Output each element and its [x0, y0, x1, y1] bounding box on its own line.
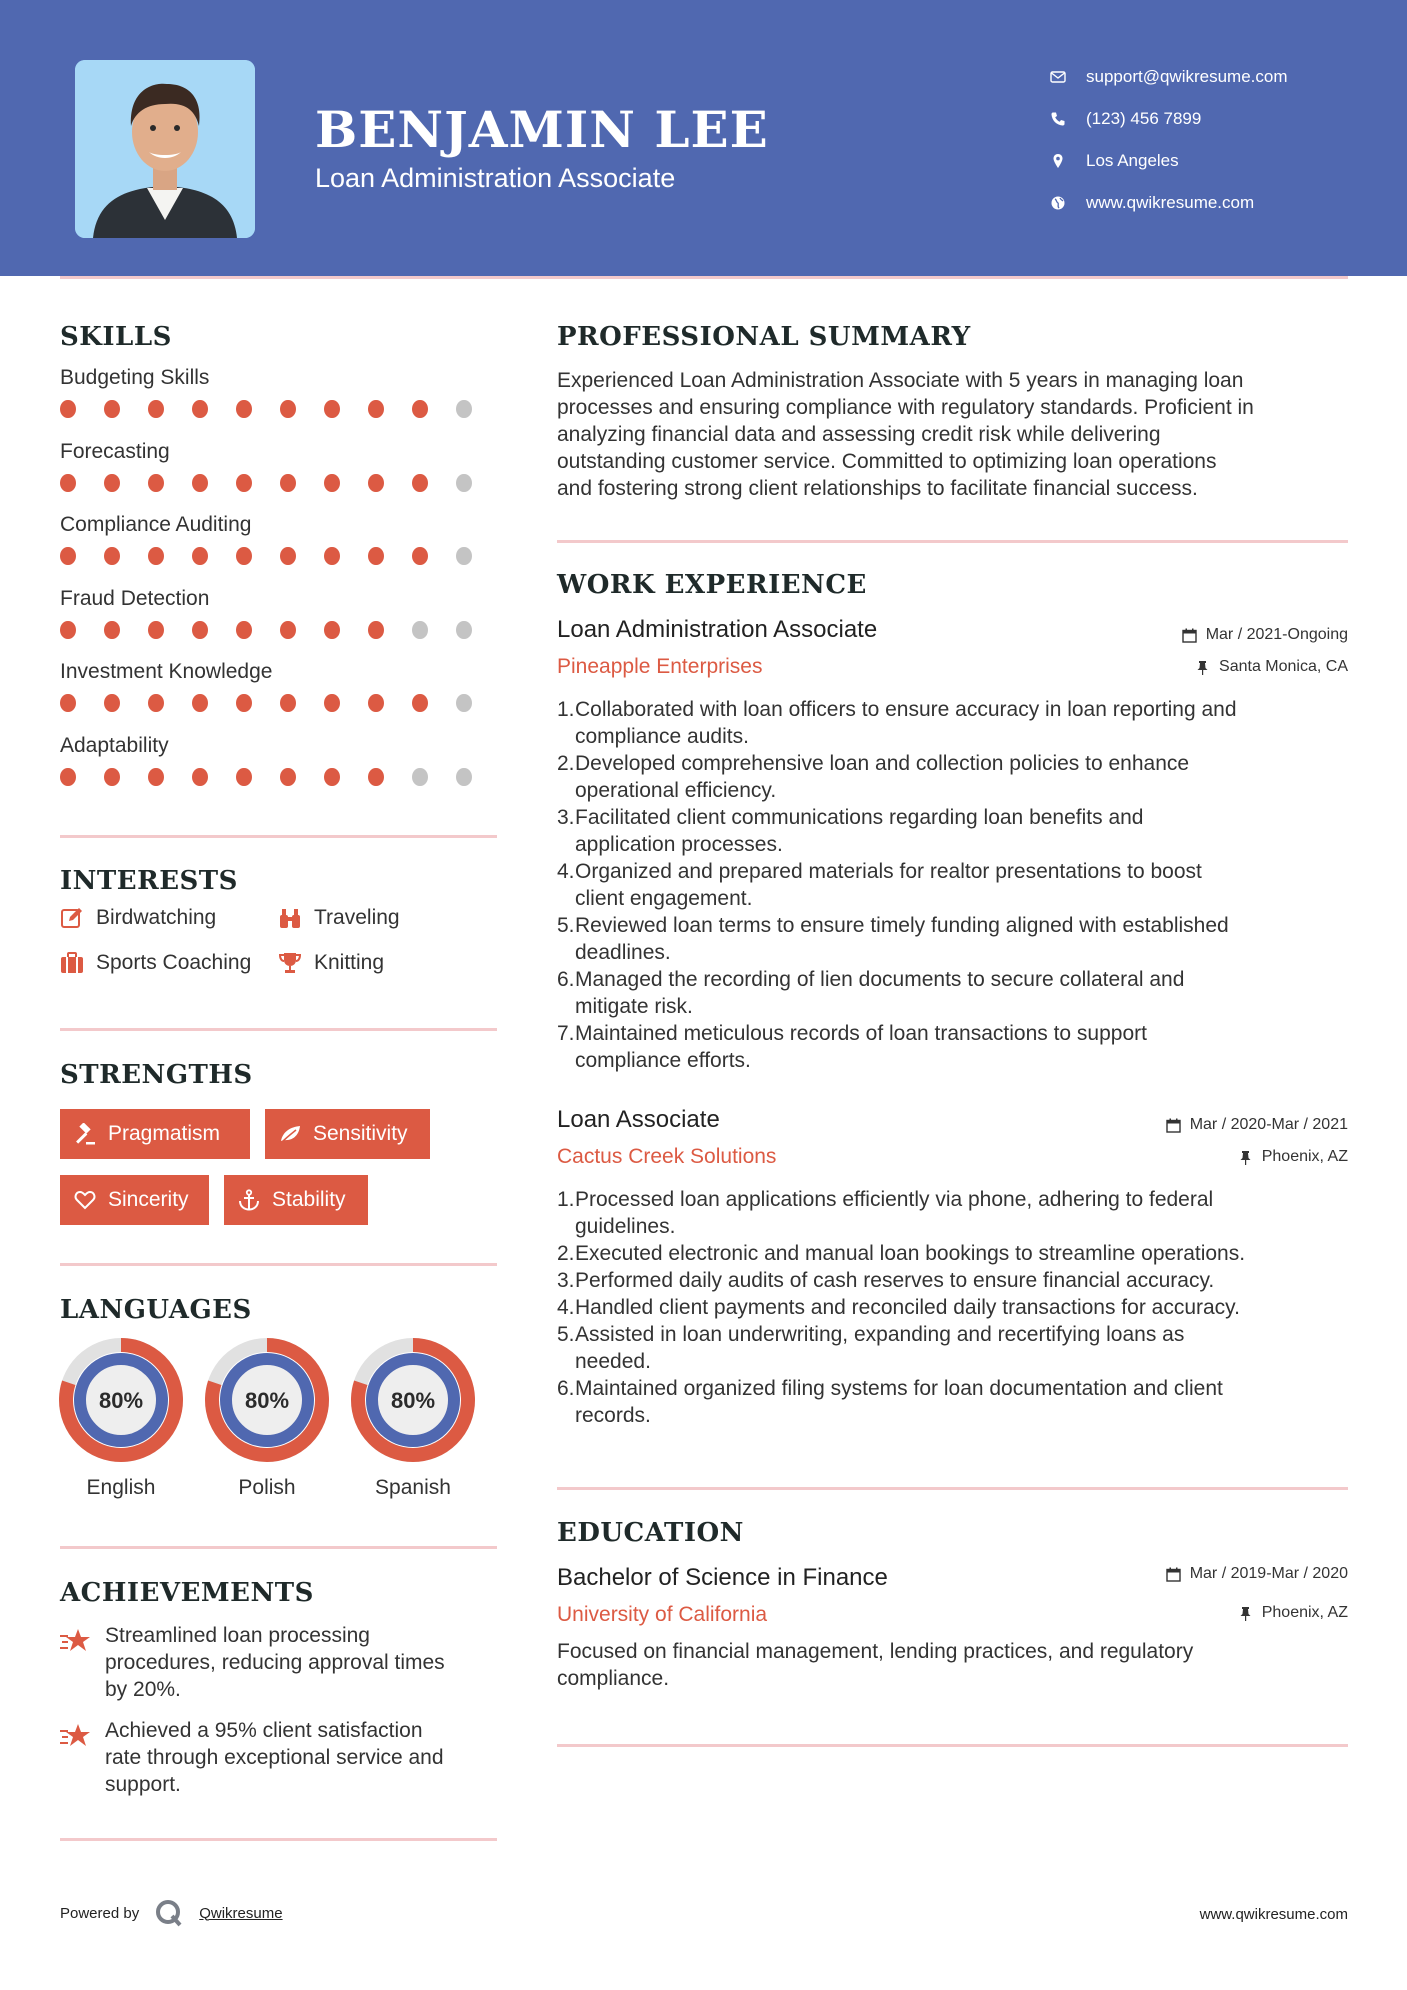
responsibility-line: Processed loan applications efficiently via phone, adhering to federal [575, 1188, 1214, 1211]
company-name: Cactus Creek Solutions [557, 1145, 777, 1168]
rating-dot-empty [456, 621, 472, 639]
interests-heading: INTERESTS [60, 866, 238, 896]
education-divider [557, 1744, 1348, 1747]
skills-heading: SKILLS [60, 322, 172, 352]
responsibility-item [557, 966, 1357, 1020]
language-percent: 80% [98, 1388, 144, 1413]
responsibility-line: guidelines. [575, 1215, 676, 1238]
strength-tag [224, 1175, 368, 1225]
resume-header [0, 0, 1407, 276]
rating-dot-filled [192, 474, 208, 492]
candidate-role: Loan Administration Associate [315, 163, 676, 193]
rating-dot-filled [324, 694, 340, 712]
rating-dot-filled [368, 694, 384, 712]
job-dates-text: Mar / 2021-Ongoing [1205, 626, 1348, 643]
rating-dot-empty [412, 768, 428, 786]
heart-icon [74, 1189, 96, 1211]
rating-dot-filled [148, 474, 164, 492]
summary-line: outstanding customer service. Committed to optimizing loan operations [557, 450, 1217, 473]
strength-tag [60, 1175, 209, 1225]
pushpin-icon [1195, 660, 1210, 675]
language-gauge [351, 1338, 475, 1462]
skill-rating [60, 694, 500, 712]
responsibility-line: operational efficiency. [575, 779, 777, 802]
education-description [557, 1638, 1357, 1692]
qwikresume-link[interactable]: Qwikresume [199, 1904, 283, 1922]
skill-item [60, 730, 500, 804]
education-heading: EDUCATION [557, 1518, 744, 1548]
rating-dot-filled [280, 547, 296, 565]
responsibility-line: records. [575, 1404, 651, 1427]
skill-rating [60, 400, 500, 418]
language-gauge [205, 1338, 329, 1462]
calendar-icon [1182, 628, 1197, 643]
job-dates [1182, 626, 1348, 644]
item-number: 3. [557, 1269, 575, 1292]
rating-dot-filled [148, 694, 164, 712]
summary-line: Experienced Loan Administration Associate with 5 years in managing loan [557, 369, 1244, 392]
rating-dot-filled [368, 400, 384, 418]
anchor-icon [238, 1189, 260, 1211]
education-line: Focused on financial management, lending practices, and regulatory [557, 1640, 1194, 1663]
summary-line: processes and ensuring compliance with regulatory standards. Proficient in [557, 396, 1254, 419]
contact-phone-text: (123) 456 7899 [1086, 109, 1202, 128]
strengths-heading: STRENGTHS [60, 1060, 253, 1090]
strength-tag [265, 1109, 430, 1159]
responsibility-line: Assisted in loan underwriting, expanding and recertifying loans as [575, 1323, 1185, 1346]
item-number: 5. [557, 914, 575, 937]
achievement-line: Streamlined loan processing [105, 1624, 370, 1647]
language-name: Spanish [375, 1476, 451, 1499]
work-heading: WORK EXPERIENCE [557, 570, 867, 600]
rating-dot-filled [324, 547, 340, 565]
job-location-text: Phoenix, AZ [1261, 1148, 1348, 1165]
school-name: University of California [557, 1603, 768, 1626]
rating-dot-filled [104, 621, 120, 639]
powered-by-text: Powered by [60, 1904, 140, 1922]
responsibility-item [557, 750, 1357, 804]
responsibility-line: Managed the recording of lien documents to secure collateral and [575, 968, 1185, 991]
language-gauge [59, 1338, 183, 1462]
footer-url[interactable]: www.qwikresume.com [1199, 1906, 1348, 1923]
skill-name: Budgeting Skills [60, 366, 210, 389]
rating-dot-empty [412, 621, 428, 639]
education-location [1238, 1604, 1348, 1622]
job-title: Loan Administration Associate [557, 616, 878, 643]
rating-dot-filled [412, 400, 428, 418]
skills-list [60, 362, 500, 803]
skill-rating [60, 547, 500, 565]
responsibility-item [557, 1294, 1357, 1321]
rating-dot-filled [104, 547, 120, 565]
job-dates-text: Mar / 2020-Mar / 2021 [1189, 1116, 1348, 1133]
rating-dot-empty [456, 400, 472, 418]
language-percent: 80% [390, 1388, 436, 1413]
rating-dot-filled [60, 768, 76, 786]
responsibility-line: Maintained organized filing systems for loan documentation and client [575, 1377, 1223, 1400]
achievement-line: by 20%. [105, 1678, 181, 1701]
item-number: 2. [557, 1242, 575, 1265]
responsibility-line: Maintained meticulous records of loan transactions to support [575, 1022, 1147, 1045]
rating-dot-filled [60, 547, 76, 565]
gavel-icon [74, 1123, 96, 1145]
responsibility-line: deadlines. [575, 941, 671, 964]
interest-label: Sports Coaching [96, 951, 252, 974]
achievement-line: procedures, reducing approval times [105, 1651, 445, 1674]
rating-dot-filled [192, 621, 208, 639]
summary-line: and fostering strong client relationships to facilitate financial success. [557, 477, 1198, 500]
rating-dot-filled [148, 400, 164, 418]
rating-dot-filled [236, 400, 252, 418]
header-divider [60, 276, 1348, 279]
responsibility-item [557, 804, 1357, 858]
rating-dot-filled [324, 621, 340, 639]
skill-name: Fraud Detection [60, 586, 210, 610]
achievement-line: Achieved a 95% client satisfaction [105, 1719, 423, 1742]
rating-dot-filled [104, 474, 120, 492]
globe-icon [1050, 195, 1086, 211]
star-trophy-icon [60, 1626, 92, 1656]
responsibility-line: Performed daily audits of cash reserves to ensure financial accuracy. [575, 1269, 1215, 1292]
rating-dot-empty [456, 547, 472, 565]
achievement-item [60, 1622, 500, 1703]
degree-title: Bachelor of Science in Finance [557, 1564, 888, 1591]
strength-label: Sensitivity [313, 1122, 408, 1145]
rating-dot-empty [456, 694, 472, 712]
rating-dot-filled [368, 547, 384, 565]
item-number: 6. [557, 968, 575, 991]
responsibility-item [557, 912, 1357, 966]
interest-label: Knitting [314, 951, 385, 974]
rating-dot-filled [280, 400, 296, 418]
rating-dot-filled [280, 621, 296, 639]
briefcase-icon [60, 951, 84, 975]
contact-website[interactable] [1050, 182, 1288, 224]
language-item [205, 1338, 329, 1500]
candidate-name: BENJAMIN LEE [315, 100, 769, 159]
item-number: 1. [557, 1188, 575, 1211]
envelope-icon [1050, 69, 1086, 85]
skill-item [60, 583, 500, 657]
rating-dot-filled [368, 621, 384, 639]
pushpin-icon [1238, 1150, 1253, 1165]
calendar-icon [1166, 1118, 1181, 1133]
item-number: 4. [557, 860, 575, 883]
rating-dot-empty [456, 474, 472, 492]
responsibility-line: Handled client payments and reconciled daily transactions for accuracy. [575, 1296, 1240, 1319]
achievements-heading: ACHIEVEMENTS [60, 1578, 314, 1608]
languages-divider [60, 1546, 497, 1549]
item-number: 3. [557, 806, 575, 829]
responsibility-line: Reviewed loan terms to ensure timely funding aligned with established [575, 914, 1229, 937]
item-number: 2. [557, 752, 575, 775]
responsibility-line: compliance audits. [575, 725, 749, 748]
rating-dot-filled [148, 547, 164, 565]
contact-email[interactable] [1050, 56, 1288, 98]
contact-phone[interactable] [1050, 98, 1288, 140]
rating-dot-empty [456, 768, 472, 786]
interest-item [278, 906, 400, 930]
star-trophy-icon [60, 1721, 92, 1751]
skill-name: Compliance Auditing [60, 513, 252, 536]
footer-powered-by [60, 1898, 283, 1928]
education-location-text: Phoenix, AZ [1261, 1604, 1348, 1621]
rating-dot-filled [60, 621, 76, 639]
summary-line: analyzing financial data and assessing credit risk while delivering [557, 423, 1161, 446]
rating-dot-filled [412, 694, 428, 712]
language-item [351, 1338, 475, 1500]
achievements-divider [60, 1838, 497, 1841]
responsibility-item [557, 1186, 1357, 1240]
skill-name: Forecasting [60, 439, 170, 463]
skill-item [60, 362, 500, 436]
item-number: 6. [557, 1377, 575, 1400]
rating-dot-filled [148, 621, 164, 639]
strengths-divider [60, 1263, 497, 1266]
skill-rating [60, 474, 500, 492]
rating-dot-filled [104, 400, 120, 418]
responsibility-item [557, 1267, 1357, 1294]
item-number: 1. [557, 698, 575, 721]
rating-dot-filled [368, 474, 384, 492]
summary-heading: PROFESSIONAL SUMMARY [557, 322, 971, 352]
rating-dot-filled [192, 547, 208, 565]
rating-dot-filled [368, 768, 384, 786]
qwikresume-logo-icon [154, 1898, 184, 1928]
rating-dot-filled [236, 474, 252, 492]
job-location [1238, 1148, 1348, 1166]
rating-dot-filled [192, 694, 208, 712]
pushpin-icon [1238, 1606, 1253, 1621]
education-dates [1166, 1565, 1348, 1583]
rating-dot-filled [236, 621, 252, 639]
rating-dot-filled [324, 768, 340, 786]
rating-dot-filled [280, 694, 296, 712]
contact-email-text: support@qwikresume.com [1086, 67, 1288, 86]
rating-dot-filled [324, 400, 340, 418]
education-line: compliance. [557, 1667, 670, 1690]
rating-dot-filled [236, 768, 252, 786]
responsibility-item [557, 696, 1357, 750]
strength-tag [60, 1109, 250, 1159]
contact-location-text: Los Angeles [1086, 151, 1179, 170]
strength-label: Pragmatism [108, 1122, 221, 1145]
company-name: Pineapple Enterprises [557, 655, 763, 678]
interest-item [278, 951, 384, 975]
strength-label: Sincerity [108, 1188, 189, 1211]
rating-dot-filled [324, 474, 340, 492]
item-number: 4. [557, 1296, 575, 1319]
rating-dot-filled [236, 547, 252, 565]
contact-location [1050, 140, 1288, 182]
skill-item [60, 509, 500, 583]
rating-dot-filled [60, 694, 76, 712]
job-responsibilities [557, 696, 1357, 1074]
skill-rating [60, 768, 500, 786]
rating-dot-filled [412, 474, 428, 492]
work-divider [557, 1487, 1348, 1490]
rating-dot-filled [236, 694, 252, 712]
rating-dot-filled [60, 400, 76, 418]
language-percent: 80% [244, 1388, 290, 1413]
rating-dot-filled [192, 400, 208, 418]
skills-divider [60, 835, 497, 838]
responsibility-item [557, 1321, 1357, 1375]
responsibility-item [557, 1240, 1357, 1267]
language-item [59, 1338, 183, 1500]
leaf-icon [279, 1123, 301, 1145]
skill-item [60, 656, 500, 730]
achievement-item [60, 1717, 500, 1798]
achievement-line: support. [105, 1773, 181, 1796]
responsibility-line: Organized and prepared materials for realtor presentations to boost [575, 860, 1202, 883]
contact-website-text: www.qwikresume.com [1086, 193, 1255, 212]
binoculars-icon [278, 906, 302, 930]
item-number: 7. [557, 1022, 575, 1045]
summary-divider [557, 540, 1348, 543]
phone-icon [1050, 111, 1086, 127]
interest-item [60, 951, 251, 975]
rating-dot-filled [280, 474, 296, 492]
strength-label: Stability [272, 1188, 346, 1211]
pencil-square-icon [60, 906, 84, 930]
responsibility-item [557, 858, 1357, 912]
responsibility-line: Facilitated client communications regarding loan benefits and [575, 806, 1144, 829]
job-title: Loan Associate [557, 1106, 720, 1133]
responsibility-line: Executed electronic and manual loan bookings to streamline operations. [575, 1242, 1246, 1265]
responsibility-item [557, 1020, 1357, 1074]
rating-dot-filled [280, 768, 296, 786]
responsibility-line: Collaborated with loan officers to ensure accuracy in loan reporting and [575, 698, 1237, 721]
job-dates [1166, 1116, 1348, 1134]
rating-dot-filled [148, 768, 164, 786]
skill-rating [60, 621, 500, 639]
item-number: 5. [557, 1323, 575, 1346]
interests-divider [60, 1028, 497, 1031]
rating-dot-filled [104, 768, 120, 786]
language-name: Polish [238, 1476, 296, 1499]
responsibility-line: needed. [575, 1350, 651, 1373]
job-location [1195, 658, 1348, 676]
interest-label: Traveling [314, 906, 400, 929]
skill-name: Adaptability [60, 733, 169, 757]
rating-dot-filled [412, 547, 428, 565]
calendar-icon [1166, 1567, 1181, 1582]
job-responsibilities [557, 1186, 1357, 1429]
skill-name: Investment Knowledge [60, 660, 273, 683]
profile-photo [75, 60, 255, 238]
trophy-icon [278, 951, 302, 975]
responsibility-line: client engagement. [575, 887, 753, 910]
responsibility-line: compliance efforts. [575, 1049, 751, 1072]
map-pin-icon [1050, 153, 1086, 169]
interest-item [60, 906, 216, 930]
responsibility-line: Developed comprehensive loan and collection policies to enhance [575, 752, 1190, 775]
rating-dot-filled [104, 694, 120, 712]
summary-text [557, 367, 1357, 502]
responsibility-line: mitigate risk. [575, 995, 693, 1018]
languages-heading: LANGUAGES [60, 1295, 252, 1325]
interest-label: Birdwatching [96, 906, 217, 929]
skill-item [60, 436, 500, 510]
rating-dot-filled [192, 768, 208, 786]
responsibility-item [557, 1375, 1357, 1429]
rating-dot-filled [60, 474, 76, 492]
contact-list [1050, 56, 1288, 224]
language-name: English [86, 1476, 156, 1499]
responsibility-line: application processes. [575, 833, 783, 856]
achievement-line: rate through exceptional service and [105, 1746, 444, 1769]
education-dates-text: Mar / 2019-Mar / 2020 [1189, 1565, 1348, 1582]
job-location-text: Santa Monica, CA [1219, 658, 1348, 675]
